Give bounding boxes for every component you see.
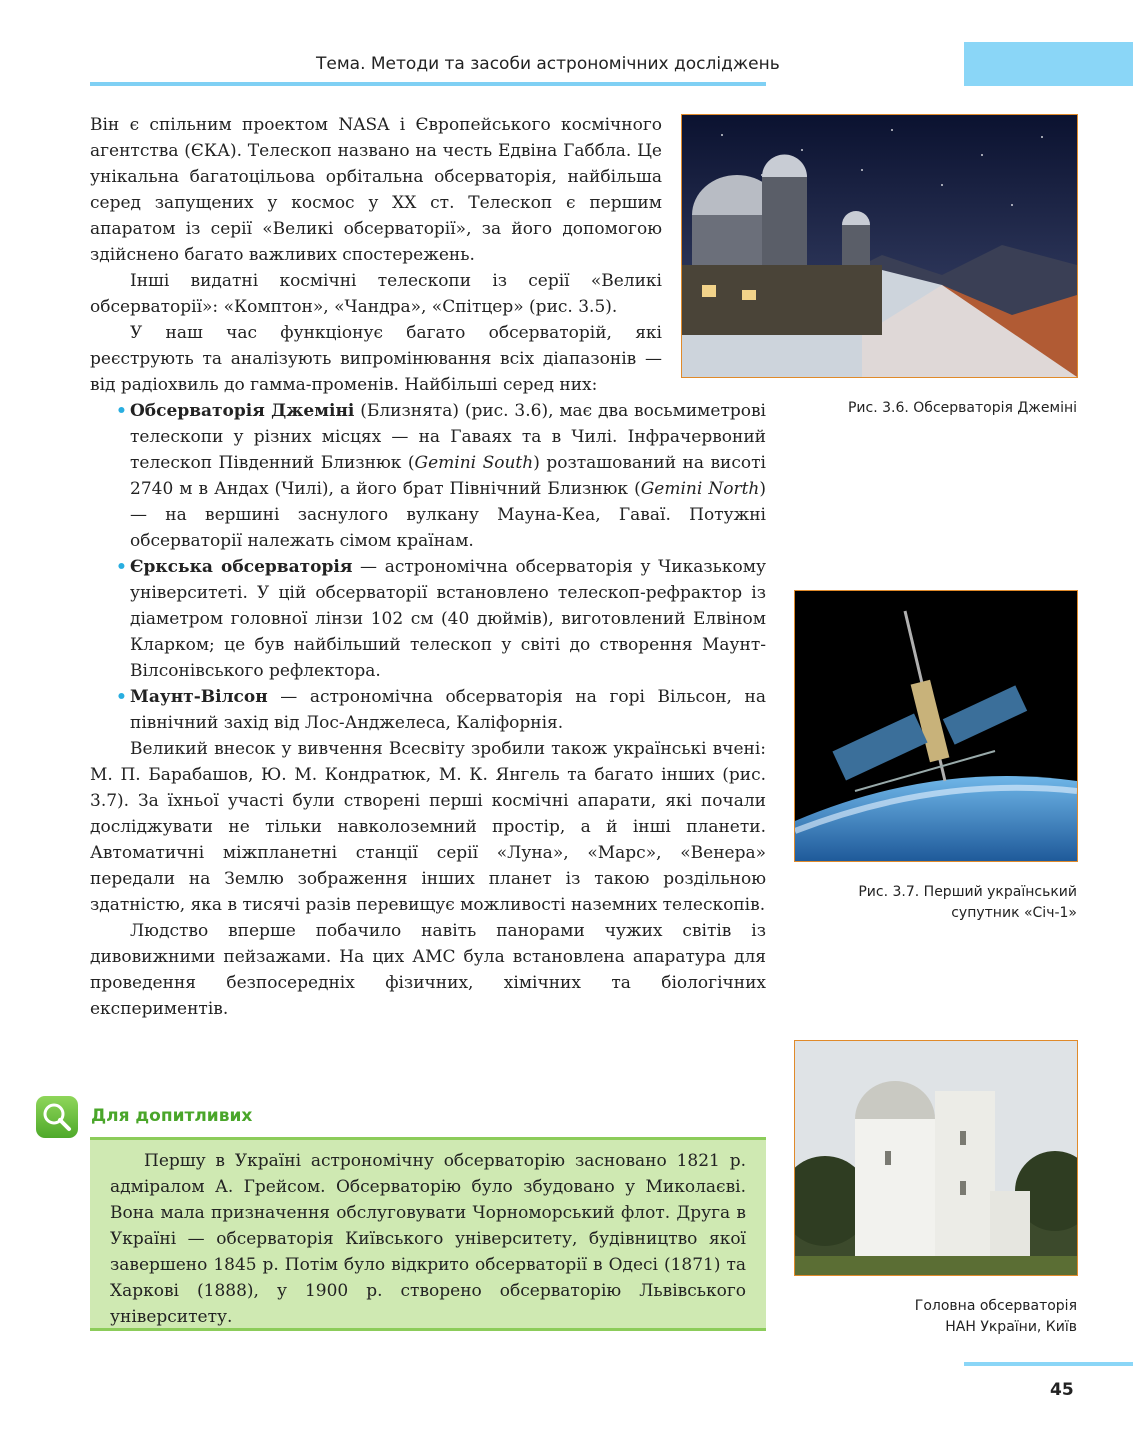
running-header: Тема. Методи та засоби астрономічних досліджень xyxy=(316,54,780,74)
paragraph-4: Великий внесок у вивчення Всесвіту зробили також українські вчені: М. П. Барабашов, Ю. М. Кондратюк, М. К. Янгель та багато інших (рис. 3.7). За їхньої участі були створені перші космічні апарати, які почали досліджувати не тільки навколоземний простір, а й інші планети. Автоматичні міжпланетні станції серії «Луна», «Марс», «Венера» передали на Землю зображення інших планет із такою роздільною здатністю, яка в тисячі разів перевищує можливості наземних телескопів. xyxy=(90,739,766,915)
page-number: 45 xyxy=(1050,1380,1074,1400)
bullet-gemini: • Обсерваторія Джеміні (Близнята) (рис. 3.6), має два восьмиметрові телескопи у різних місцях — на Гаваях та в Чилі. Інфрачервоний телескоп Південний Близнюк (Gemini South) розташований на висоті 2740 м в Андах (Чилі), а його брат Північний Близнюк (Gemini North) — на вершині заснулого вулкану Мауна-Кеа, Гаваї. Потужні обсерваторії належать сімом країнам. xyxy=(90,398,766,554)
paragraph-1: Він є спільним проектом NASA і Європейського космічного агентства (ЄКА). Телескоп названо на честь Едвіна Габбла. Це унікальна багатоцільова орбітальна обсерваторія, найбільша серед запущених у космос у XX ст. Телескоп є першим апаратом із серії «Великі обсерваторії», за його допомогою здійснено багато важливих спостережень. xyxy=(90,115,662,265)
kyiv-observatory-photo xyxy=(795,1041,1077,1275)
paragraph-3: У наш час функціонує багато обсерваторій, які реєструють та аналізують випромінювання всіх діапазонів — від радіохвиль до гамма-променів. Найбільші серед них: xyxy=(90,323,662,395)
caption-kyiv-observatory: Головна обсерваторія НАН України, Київ xyxy=(914,1298,1077,1335)
curious-box xyxy=(90,1137,766,1331)
figure-gemini-observatory xyxy=(681,114,1078,378)
footer-rule xyxy=(964,1362,1133,1366)
curious-box-title: Для допитливих xyxy=(91,1106,253,1126)
bullet-yerkes: • Єркська обсерваторія — астрономічна обсерваторія у Чиказькому університеті. У цій обсерваторії встановлено телескоп-рефрактор із діаметром головної лінзи 102 см (40 дюймів), виготовлений Елвіном Кларком; це був найбільший телескоп у світі до створення Маунт-Вілсонівського рефлектора. xyxy=(90,554,766,684)
paragraph-2: Інші видатні космічні телескопи із серії «Великі обсерваторії»: «Комптон», «Чандра», «Спітцер» (рис. 3.5). xyxy=(90,271,662,317)
main-text xyxy=(90,112,766,1022)
caption-fig-3-7: Рис. 3.7. Перший український супутник «Січ-1» xyxy=(858,884,1077,921)
box-bottom-border xyxy=(90,1328,766,1331)
box-top-border xyxy=(90,1137,766,1140)
satellite-photo xyxy=(795,591,1077,861)
bullet-mount-wilson: • Маунт-Вілсон — астрономічна обсерваторія на горі Вільсон, на північний захід від Лос-Анджелеса, Каліфорнія. xyxy=(90,684,766,736)
header-color-block xyxy=(964,42,1133,86)
magnifier-icon xyxy=(36,1096,78,1138)
bullet-dot: • xyxy=(116,401,127,421)
figure-sich-1-satellite xyxy=(794,590,1078,862)
bullet-dot: • xyxy=(116,687,127,707)
caption-fig-3-6: Рис. 3.6. Обсерваторія Джеміні xyxy=(847,400,1077,416)
bullet-dot: • xyxy=(116,557,127,577)
figure-kyiv-observatory xyxy=(794,1040,1078,1276)
header-rule xyxy=(90,82,766,86)
observatory-night-photo xyxy=(682,115,1077,377)
paragraph-5: Людство вперше побачило навіть панорами чужих світів із дивовижними пейзажами. На цих АМС була встановлена апаратура для проведення безпосередніх фізичних, хімічних та біологічних експериментів. xyxy=(90,921,766,1019)
curious-box-text: Першу в Україні астрономічну обсерваторію засновано 1821 р. адміралом А. Грейсом. Обсерваторію було збудовано у Миколаєві. Вона мала призначення обслуговувати Чорноморський флот. Друга в Україні — обсерваторія Київського університету, будівництво якої завершено 1845 р. Потім було відкрито обсерваторії в Одесі (1871) та Харкові (1888), у 1900 р. створено обсерваторію Львівського університету. xyxy=(110,1151,746,1327)
